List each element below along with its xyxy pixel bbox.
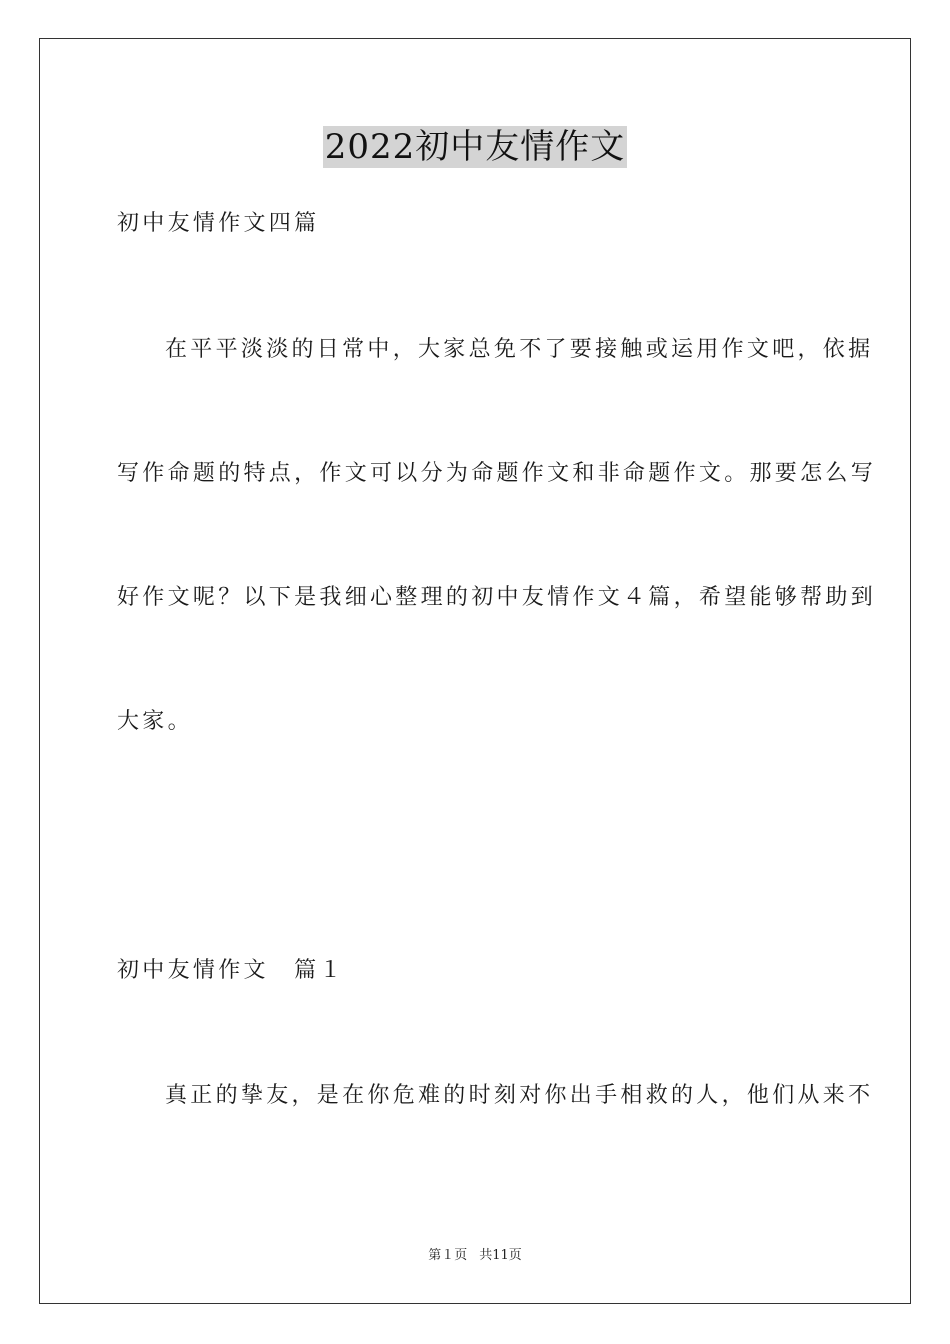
page-footer bbox=[0, 1247, 950, 1265]
intro-line-3: 好作文呢？以下是我细心整理的初中友情作文４篇，希望能够帮助到 bbox=[117, 585, 877, 610]
intro-line-1: 在平平淡淡的日常中，大家总免不了要接触或运用作文吧，依据 bbox=[165, 337, 874, 362]
title-container bbox=[0, 126, 950, 168]
page-number: 第１页 bbox=[428, 1248, 468, 1263]
intro-line-2: 写作命题的特点，作文可以分为命题作文和非命题作文。那要怎么写 bbox=[117, 461, 877, 486]
subtitle: 初中友情作文四篇 bbox=[117, 211, 320, 236]
page-total: 共11页 bbox=[479, 1248, 522, 1263]
section-body-line-1: 真正的挚友，是在你危难的时刻对你出手相救的人，他们从来不 bbox=[165, 1083, 874, 1108]
document-title: 2022初中友情作文 bbox=[324, 127, 626, 167]
intro-line-4: 大家。 bbox=[117, 709, 193, 734]
section-heading: 初中友情作文 篇１ bbox=[117, 958, 345, 983]
